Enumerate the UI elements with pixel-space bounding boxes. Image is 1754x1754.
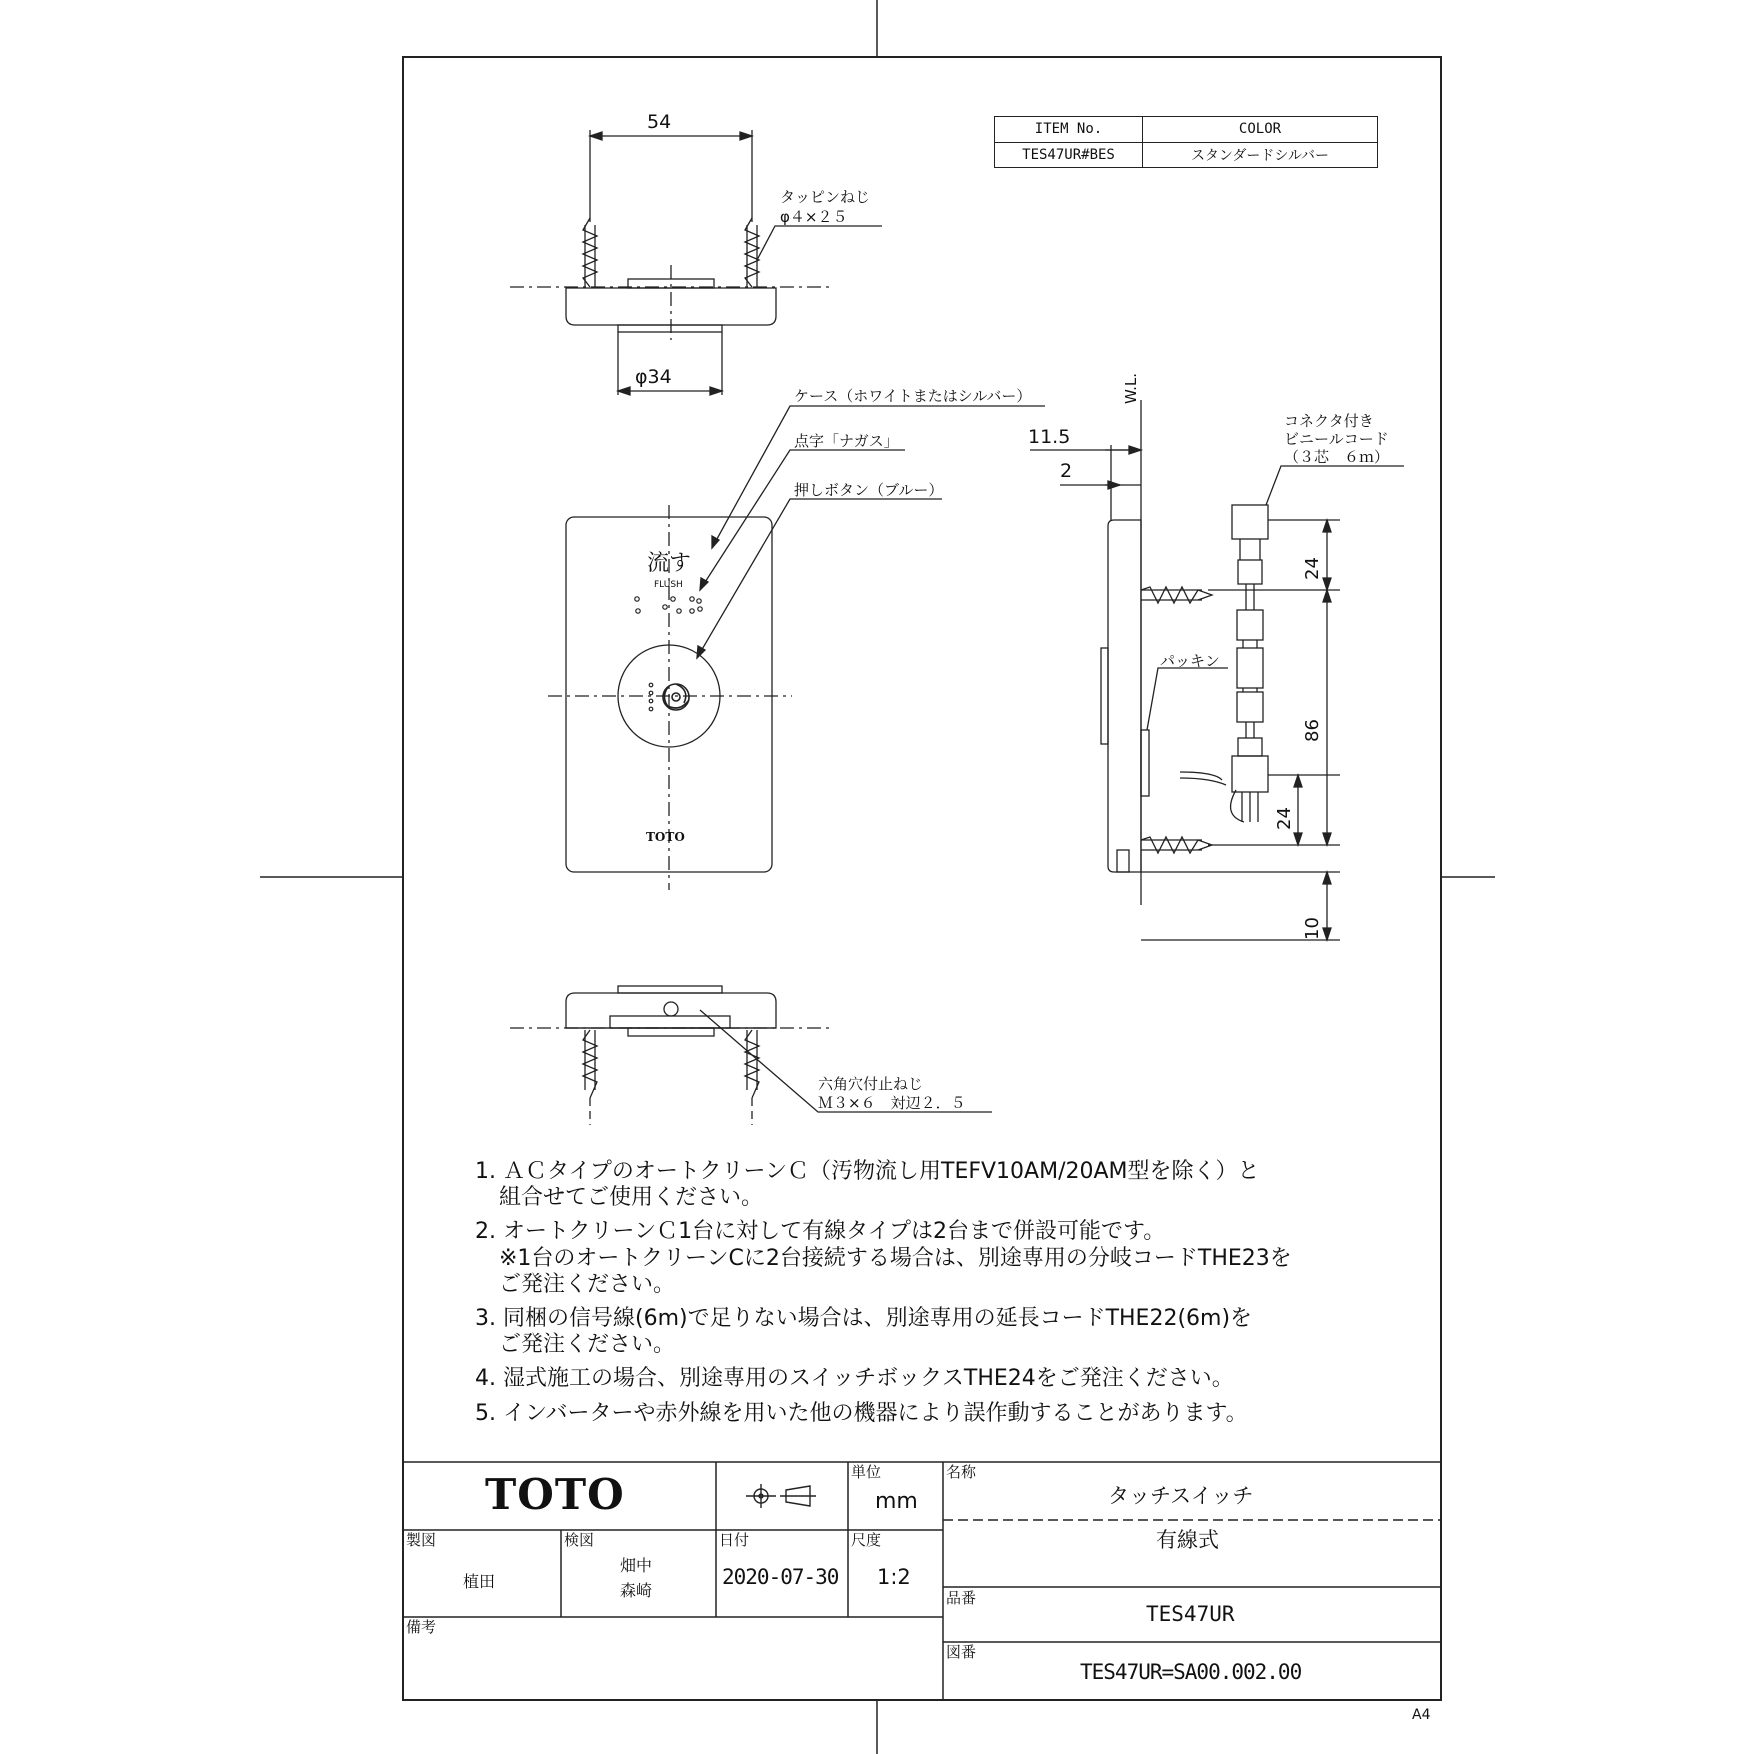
drawing-no: TES47UR=SA00.002.00 — [1080, 1660, 1302, 1684]
screw-right-bottom — [745, 1030, 759, 1125]
item-no-header: ITEM No. — [995, 117, 1143, 143]
note-1-line-1: 1. ＡＣタイプのオートクリーンＣ（汚物流し用TEFV10AM/20AM型を除く）と — [475, 1159, 1260, 1184]
front-brand-logo: TOTO — [646, 830, 685, 844]
note-5: 5. インバーターや赤外線を用いた他の機器により誤作動することがあります。 — [475, 1401, 1248, 1426]
note-2-line-2: ※1台のオートクリーンCに2台接続する場合は、別途専用の分岐コードTHE23を — [499, 1246, 1292, 1271]
top-view — [510, 130, 882, 395]
drawn-label: 製図 — [406, 1531, 437, 1549]
note-3-line-2: ご発注ください。 — [499, 1332, 676, 1357]
name-label: 名称 — [946, 1463, 977, 1481]
screw-side-bottom — [1141, 837, 1212, 853]
screw-side-top — [1141, 587, 1212, 603]
flush-text: 流す — [647, 551, 692, 576]
part-label: 品番 — [946, 1589, 977, 1607]
screw-spec: φ４×２５ — [780, 208, 848, 226]
dim-phi34: φ34 — [635, 366, 672, 388]
screw-left-top — [583, 218, 597, 287]
scale-label: 尺度 — [851, 1531, 882, 1549]
cord-label-1: コネクタ付き — [1284, 412, 1374, 430]
toto-logo: TOTO — [485, 1470, 625, 1519]
case-label: ケース（ホワイトまたはシルバー） — [794, 387, 1032, 405]
note-4: 4. 湿式施工の場合、別途専用のスイッチボックスTHE24をご発注ください。 — [475, 1366, 1234, 1391]
note-3-line-1: 3. 同梱の信号線(6m)で足りない場合は、別途専用の延長コードTHE22(6m)を — [475, 1306, 1253, 1331]
screw-right-top — [745, 218, 759, 287]
unit-value: mm — [875, 1489, 918, 1514]
product-type: 有線式 — [1156, 1528, 1219, 1552]
checked-by-2: 森崎 — [620, 1581, 653, 1600]
wl-label: W.L. — [1122, 372, 1140, 404]
color-value: スタンダードシルバー — [1143, 142, 1378, 168]
dim-2: 2 — [1060, 460, 1073, 482]
date-value: 2020-07-30 — [722, 1565, 839, 1589]
dim-24-bottom: 24 — [1274, 807, 1295, 830]
note-2-line-3: ご発注ください。 — [499, 1272, 676, 1297]
flush-en-text: FLUSH — [654, 580, 683, 590]
button-label: 押しボタン（ブルー） — [794, 481, 944, 499]
projection-symbol — [746, 1484, 816, 1508]
side-view — [1030, 400, 1404, 940]
drawn-by: 植田 — [463, 1572, 496, 1591]
braille-label: 点字「ナガス」 — [794, 432, 899, 450]
product-name: タッチスイッチ — [1108, 1484, 1254, 1508]
screw-left-bottom — [583, 1030, 597, 1125]
cord-label-3: （３芯 ６ｍ） — [1284, 448, 1390, 466]
dim-11-5: 11.5 — [1028, 426, 1071, 448]
dim-10: 10 — [1302, 917, 1323, 940]
dim-24-top: 24 — [1302, 557, 1323, 580]
note-1-line-2: 組合せてご使用ください。 — [499, 1185, 764, 1210]
note-2-line-1: 2. オートクリーンＣ1台に対して有線タイプは2台まで併設可能です。 — [475, 1219, 1166, 1244]
checked-label: 検図 — [564, 1531, 595, 1549]
packing-label: パッキン — [1160, 652, 1220, 670]
dim-54: 54 — [647, 111, 672, 133]
paper-size: A4 — [1412, 1707, 1431, 1723]
front-view — [548, 406, 1045, 890]
drawing-no-label: 図番 — [946, 1643, 977, 1661]
date-label: 日付 — [719, 1531, 750, 1549]
scale-value: 1:2 — [877, 1565, 911, 1589]
flush-swirl-icon — [663, 684, 689, 710]
part-no: TES47UR — [1146, 1602, 1235, 1626]
cord-label-2: ビニールコード — [1284, 430, 1389, 448]
drawing-frame — [403, 57, 1441, 1700]
checked-by-1: 畑中 — [620, 1556, 653, 1575]
item-no-value: TES47UR#BES — [995, 142, 1143, 168]
remarks-label: 備考 — [406, 1618, 437, 1636]
setscrew-spec: Ｍ３×６ 対辺２．５ — [818, 1094, 966, 1112]
unit-label: 単位 — [851, 1463, 882, 1481]
screw-label: タッピンねじ — [780, 188, 871, 206]
setscrew-label: 六角穴付止ねじ — [818, 1075, 924, 1093]
dim-86: 86 — [1302, 719, 1323, 742]
color-header: COLOR — [1143, 117, 1378, 143]
item-table — [994, 116, 1378, 168]
